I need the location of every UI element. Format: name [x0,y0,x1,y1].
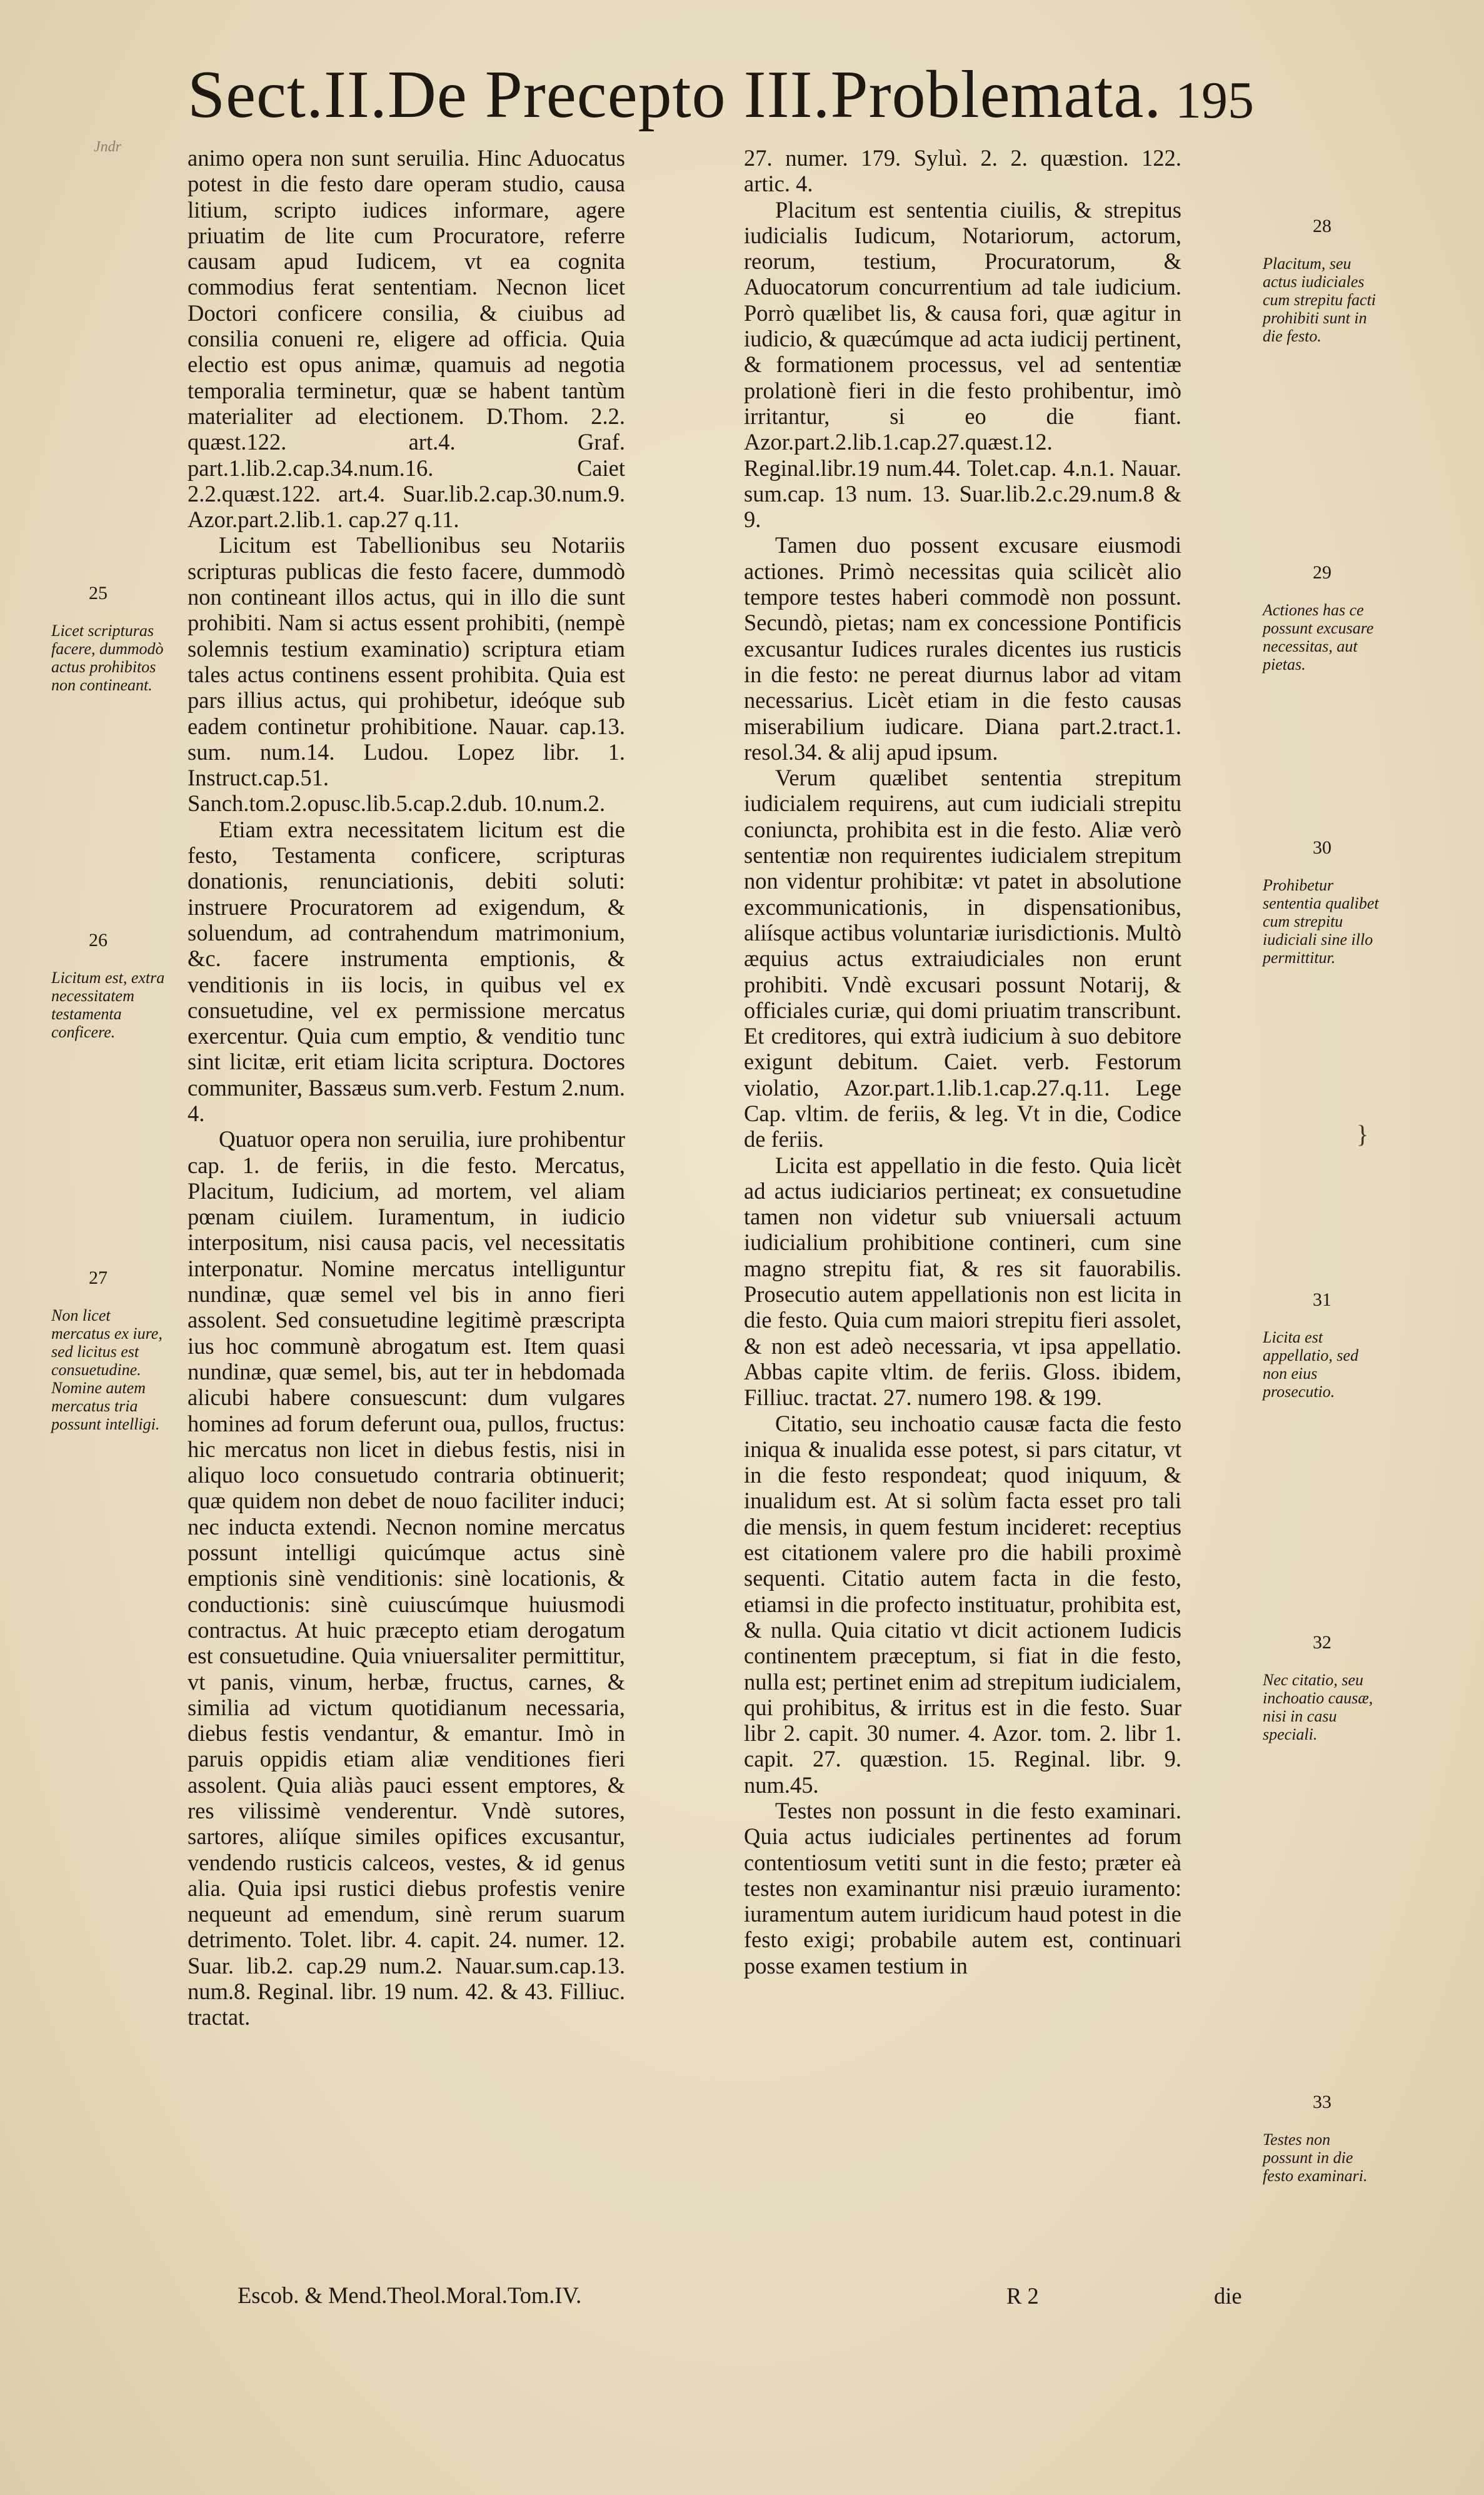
gloss-number: 25 [89,583,108,603]
paragraph: Licita est appellatio in die festo. Quia licèt ad actus iudiciarios pertineat; ex consuetudine tamen non videtur sub vniuersali actuum iudicialium prohibitione contineri, cum sine magno strepitu fiat, & res sit fauorabilis. Prosecutio autem appellationis non est licita in die festo. Quia cum maiori strepitu fieri assolet, & non est adeò necessaria, vt ipsa appellatio. Abbas capite vltim. de feriis. Gloss. ibidem, Filliuc. tractat. 27. numero 198. & 199. [744,1152,1181,1411]
gloss-number: 31 [1313,1289,1331,1310]
gloss-number: 27 [89,1268,108,1288]
gloss-number: 29 [1313,562,1331,583]
paragraph: animo opera non sunt seruilia. Hinc Aduocatus potest in die festo dare operam studio, causa litium, scripto iudices informare, agere priuatim de lite cum Procuratore, referre causam apud Iudicem, vt ea cognita commodius ferat sententiam. Necnon licet Doctori conficere consilia, & ciuibus ad consilia conueni re, eligere ad officia. Quia electio est opus animæ, quamuis ad negotia temporalia terminetur, quæ se habent tantùm materialiter ad electionem. D.Thom. 2.2. quæst.122. art.4. Graf. part.1.lib.2.cap.34.num.16. Caiet 2.2.quæst.122. art.4. Suar.lib.2.cap.30.num.9. Azor.part.2.lib.1. cap.27 q.11. [188,145,625,533]
paragraph: Licitum est Tabellionibus seu Notariis scripturas publicas die festo facere, dummodò non contineant illos actus, qui in illo die sunt prohibiti. Nam si actus essent prohibiti, (nempè solemnis testium examinatio) scriptura etiam tales actus continens essent prohibita. Quia est pars illius actus, qui prohibetur, ideóque sub eadem continetur prohibitione. Nauar. cap.13. sum. num.14. Ludou. Lopez libr. 1. Instruct.cap.51. Sanch.tom.2.opusc.lib.5.cap.2.dub. 10.num.2. [188,532,625,817]
right-text-column [744,145,1181,1978]
marginal-gloss [51,566,170,694]
left-text-column [188,145,625,2030]
marginal-gloss [1263,545,1381,673]
signature-mark: R 2 [1006,2283,1039,2309]
gloss-text: Actiones has ce possunt excusare necessitas, aut pietas. [1263,601,1374,673]
gloss-text: Licet scripturas facere, dummodò actus prohibitos non contineant. [51,622,164,694]
paragraph: Etiam extra necessitatem licitum est die festo, Testamenta conficere, scripturas donationis, renunciationis, debiti soluti: instruere Procuratorem ad exigendum, & soluendum, ad contrahendum matrimonium, &c. facere instrumenta emptionis, & venditionis in iis locis, in quibus vel ex consuetudine, vel ex permissione mercatus exercentur. Quia cum emptio, & venditio tunc sint licitæ, erit etiam licita scriptura. Doctores communiter, Bassæus sum.verb. Festum 2.num. 4. [188,816,625,1126]
marginal-gloss [1263,1273,1381,1401]
gloss-text: Testes non possunt in die festo examinari. [1263,2130,1368,2185]
marginal-gloss [51,1251,170,1433]
gloss-text: Prohibetur sententia qualibet cum strepitu iudiciali sine illo permittitur. [1263,876,1379,967]
paragraph: Quatuor opera non seruilia, iure prohibentur cap. 1. de feriis, in die festo. Mercatus, Placitum, Iudicium, ad mortem, vel aliam pœnam ciuilem. Iuramentum, in iudicio interpositum, nisi causa pacis, vel necessitatis interponatur. Nomine mercatus intelliguntur nundinæ, quæ semel vel bis in anno fieri assolent. Sed consuetudine legitimè præscripta ius hoc communè abrogatum est. Item quasi nundinæ, quæ semel, bis, aut ter in hebdomada alicubi habere consuescunt: dum vulgares homines ad forum deferunt oua, pullos, fructus: hic mercatus non licet in diebus festis, nisi in aliquo loco consuetudo contraria obtinuerit; quæ quidem non debet de nouo faciliter induci; nec inducta extendi. Necnon nomine mercatus possunt intelligi quicúmque actus sinè emptionis sinè venditionis: sinè locationis, & conductionis: sinè cuiuscúmque huiusmodi contractus. At huic præcepto etiam derogatum est consuetudine. Quia vniuersaliter permittitur, vt panis, vinum, herbæ, fructus, carnes, & similia ad victum quotidianum necessaria, diebus festis vendantur, & emantur. Imò in paruis oppidis etiam aliæ venditiones fieri assolent. Quia aliàs pauci essent emptores, & res vilissimè venderentur. Vndè sutores, sartores, aliíque similes opifices excusantur, vendendo rusticis calceos, vestes, & id genus alia. Quia ipsi rustici diebus profestis venire nequeunt ad emendum, sinè rerum suarum detrimento. Tolet. libr. 4. capit. 24. numer. 12. Suar. lib.2. cap.29 num.2. Nauar.sum.cap.13. num.8. Reginal. libr. 19 num. 42. & 43. Filliuc. tractat. [188,1126,625,2030]
marginal-gloss [1263,2075,1381,2185]
gloss-text: Licitum est, extra necessitatem testamenta conficere. [51,969,165,1041]
marginal-gloss [1263,199,1381,345]
gloss-number: 26 [89,930,108,950]
paragraph: Verum quælibet sententia strepitum iudicialem requirens, aut cum iudiciali strepitu coniuncta, prohibita est in die festo. Aliæ verò sententiæ non requirentes iudicialem strepitum non videntur prohibitæ: vt patet in absolutione excommunicationis, in dispensationibus, aliísque actibus voluntariæ iurisdictionis. Multò æquius actus extraiudiciales non erunt prohibiti. Vndè excusari possunt Notarij, & officiales curiæ, qui domi priuatim transcribunt. Et creditores, qui extrà iudicium à suo debitore exigunt debitum. Caiet. verb. Festorum violatio, Azor.part.1.lib.1.cap.27.q.11. Lege Cap. vltim. de feriis, & leg. Vt in die, Codice de feriis. [744,765,1181,1152]
catchword: die [1214,2283,1242,2309]
paragraph: Citatio, seu inchoatio causæ facta die festo iniqua & inualida esse potest, si pars citatur, vt in die festo respondeat; quod iniquum, & inualidum est. At si solùm facta esset pro tali die mensis, in quem festum incideret: receptius est citationem valere pro die habili proximè sequenti. Citatio autem facta in die festo, etiamsi in die profecto instituatur, prohibita est, & nulla. Quia citatio vt dicit actionem Iudicis continentem præceptum, si fiat in die festo, nulla est; pertinet enim ad strepitum iudicialem, qui prohibitus, & irritus est in die festo. Suar libr 2. capit. 30 numer. 4. Azor. tom. 2. libr 1. capit. 27. quæstion. 15. Reginal. libr. 9. num.45. [744,1410,1181,1798]
faint-marginal-note: J​ndr [94,139,121,155]
gloss-number: 33 [1313,2092,1331,2112]
marginal-gloss [1263,1615,1381,1743]
gloss-number: 32 [1313,1632,1331,1653]
paragraph: Testes non possunt in die festo examinari. Quia actus iudiciales pertinentes ad forum contentiosum vetiti sunt in die festo; præter eà testes non examinantur nisi præuio iuramento: iuramentum autem iuridicum haud potest in die festo exigi; probabile autem est, continuari posse examen testium in [744,1798,1181,1978]
gloss-text: Licita est appellatio, sed non eius prosecutio. [1263,1328,1359,1401]
paragraph: Placitum est sententia ciuilis, & strepitus iudicialis Iudicum, Notariorum, actorum, reorum, testium, Procuratorum, & Aduocatorum concurrentium ad tale iudicium. Porrò quælibet lis, & causa fori, quæ agitur in iudicio, & quæcúmque ad acta iudicij pertinent, & formationem processus, vel ad sententiæ prolationè fieri in die festo prohibentur, imò irritantur, si eo die fiant. Azor.part.2.lib.1.cap.27.quæst.12. Reginal.libr.19 num.44. Tolet.cap. 4.n.1. Nauar. sum.cap. 13 num. 13. Suar.lib.2.c.29.num.8 & 9. [744,196,1181,533]
bracket-mark-icon: } [1356,1120,1369,1148]
paragraph: 27. numer. 179. Syluì. 2. 2. quæstion. 122. artic. 4. [744,145,1181,197]
paragraph: Tamen duo possent excusare eiusmodi actiones. Primò necessitas quia scilicèt alio tempore testes haberi commodè non possunt. Secundò, pietas; nam ex concessione Pontificis excusantur Iudices rurales dicentes ius rusticis in die festo: ne pereat diurnus labor ad vitam necessarius. Licèt etiam in die festo causas miserabilium iudicare. Diana part.2.tract.1. resol.34. & alij apud ipsum. [744,532,1181,765]
running-head: Sect.II.De Precepto III.Problemata. [188,58,1162,132]
gloss-text: Nec citatio, seu inchoatio causæ, nisi in casu speciali. [1263,1671,1373,1743]
gloss-text: Placitum, seu actus iudiciales cum strepitu facti prohibiti sunt in die festo. [1263,255,1376,345]
gloss-number: 28 [1313,216,1331,236]
gloss-text: Non licet mercatus ex iure, sed licitus est consuetudine. Nomine autem mercatus tria possunt intelligi. [51,1306,163,1433]
page-number: 195 [1175,71,1254,129]
gloss-number: 30 [1313,837,1331,858]
footer-imprint: Escob. & Mend.Theol.Moral.Tom.IV. [238,2282,582,2308]
marginal-gloss [1263,820,1381,967]
marginal-gloss [51,913,170,1041]
